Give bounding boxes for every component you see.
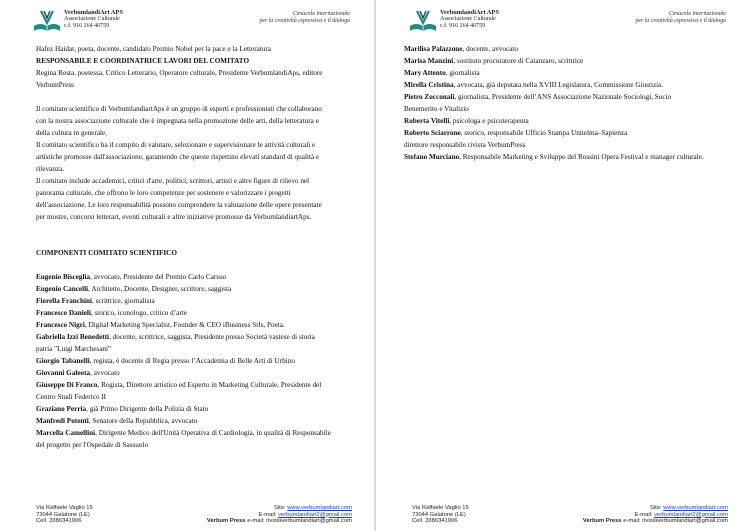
org-block [64, 9, 123, 30]
member-desc: , giornalista, Presidente dell’ANS Associazione Nazionale Sociologi, Socio [454, 93, 672, 101]
cenacolo-line1: Cenacolo internazionale [668, 11, 726, 17]
member-desc: , docente, avvocato [462, 45, 518, 53]
org-type: Associazione Culturale [64, 16, 120, 22]
member-name: Roberta Vitelli [404, 117, 450, 125]
member-name: Fiorella Franchini [36, 297, 92, 305]
member-desc: Benemerito e Vitalizio [404, 105, 469, 113]
section-title-responsabile: RESPONSABILE E COORDINATRICE LAVORI DEL COMITATO [36, 57, 250, 65]
resp-line: Regina Resta, poetessa, Critico Letterario, Operatore culturale, Presidente VerbumlandiAps, editore [36, 69, 323, 77]
phone-line: Cell. 3386341006 [36, 518, 82, 524]
member-line [36, 319, 354, 331]
member-line [404, 91, 730, 103]
cenacolo-line2: per la creatività espressiva e il dialogo [635, 18, 726, 24]
org-cf: c.f. 910 264 40759 [440, 23, 486, 29]
member-desc: , sostituto procuratore di Catanzaro, scrittrice [453, 57, 584, 65]
member-name: Gabriella Izzi Benedetti [36, 333, 110, 341]
member-line [36, 343, 354, 355]
member-desc: , avvocato [90, 369, 120, 377]
member-name: Francesco Danieli [36, 309, 91, 317]
member-line [404, 55, 730, 67]
member-desc: , storico, responsabile Ufficio Stampa Unitelma–Sapienza [460, 129, 628, 137]
member-desc: , scrittrice, giornalista [91, 297, 155, 305]
member-line [404, 139, 730, 151]
para-line: Il comitato scientifico ha il compito di valutare, selezionare e supervisionare le attività culturali e [36, 141, 316, 149]
para-line: con la nostra associazione culturale che è impegnata nella promozione delle arti, della letteratura e [36, 117, 319, 125]
site-label: Sito: [274, 505, 288, 511]
org-cf: c.f. 910 264 40759 [64, 23, 110, 29]
para-line: panorama culturale, che offrono le loro competenze per sostenere e valorizzare i progetti [36, 189, 291, 197]
member-name: Eugenio Cancelli [36, 285, 89, 293]
email-label: E-mail: [634, 511, 655, 518]
member-line [36, 355, 354, 367]
para-line: Il comitato include accademici, critici d'arte, politici, scrittori, artisti e altre figure di rilievo nel [36, 177, 310, 185]
member-list-left [36, 271, 354, 451]
member-name: Mary Attento [404, 69, 446, 77]
member-desc: , Regista, Direttore artistico ed Esperto in Marketing Culturale, Presidente del [97, 381, 322, 389]
site-link[interactable]: www.verbumlandiart.com [287, 505, 352, 511]
org-name: VerbumlandiArt APS [440, 9, 499, 16]
address-line: 73044 Galatone (LE) [412, 511, 466, 518]
cenacolo-tagline [576, 11, 726, 25]
resp-line: VerbumPress [36, 81, 74, 89]
member-list-right [404, 43, 730, 163]
member-line [404, 103, 730, 115]
para-line: rilevanza. [36, 165, 65, 173]
para-line: per mostre, concorsi letterari, eventi culturali e altre iniziative promosse da VerbumlandiartAps. [36, 213, 312, 221]
email-label: E-mail: [258, 511, 279, 518]
para-line: artistiche promosse dall'associazione, garantendo che queste rispettino elevati standard di qualità e [36, 153, 320, 161]
member-desc: , docente, scrittrice, saggista, Presidente presso Società vastese di storia [109, 333, 315, 341]
press-line [583, 518, 728, 525]
member-desc: , Responsabile Marketing e Sviluppo del Rossini Opera Festival e manager culturale. [459, 153, 704, 161]
member-line [36, 403, 354, 415]
member-name: Giuseppe Di Franco [36, 381, 98, 389]
member-name: Pietro Zocconali [404, 93, 455, 101]
member-name: Mirella Cristina [404, 81, 454, 89]
member-desc: , Dirigente Medico dell'Unità Operativa di Cardiologia, in qualità di Responsabile [95, 429, 331, 437]
member-line [36, 307, 354, 319]
member-desc: , Digital Marketing Specialist, Founder & CEO iBusiness Srls, Poeta. [84, 321, 285, 329]
member-name: Giorgio Tabanelli [36, 357, 90, 365]
page-right [376, 0, 750, 531]
site-label: Sito: [650, 505, 664, 511]
left-body [36, 43, 354, 451]
para-line: dell'associazione. Le loro responsabilità possono comprendere la valutazione delle opere presentate [36, 201, 322, 209]
member-line [36, 367, 354, 379]
press-label: Verbum Press [206, 518, 246, 524]
member-line [36, 379, 354, 391]
press-email-label: e-mail: [621, 518, 643, 524]
cenacolo-tagline [200, 11, 350, 25]
member-name: Marcella Camellini [36, 429, 96, 437]
member-name: Eugenio Bisceglia [36, 273, 91, 281]
haidar-line: Hafez Haidar, poeta, docente, candidato Premio Nobel per la pace e la Letteratura [36, 45, 271, 53]
member-desc: , avvocata, già deputata nella XVIII Legislatura, Commissione Giustizia. [453, 81, 664, 89]
member-desc: direttore responsabile rivista VerbumPress [404, 141, 526, 149]
member-name: Graziano Perria [36, 405, 87, 413]
address-line: Via Raffaele Vaglio 15 [412, 505, 469, 511]
member-desc: , regista, è docente di Regia presso l’Accademia di Belle Arti di Urbino [89, 357, 295, 365]
press-label: Verbum Press [582, 518, 622, 524]
page-header [0, 8, 374, 38]
member-name: Francesco Nigri [36, 321, 85, 329]
member-desc: , storico, iconologo, critico d’arte [90, 309, 187, 317]
email-link[interactable]: verbumlandiart2@gmail.com [654, 511, 728, 518]
member-line [404, 151, 730, 163]
footer-contact [207, 505, 352, 525]
press-line [207, 518, 352, 525]
right-body [404, 43, 730, 163]
member-desc: patria "Luigi Marchesani" [36, 345, 111, 353]
cenacolo-line2: per la creatività espressiva e il dialogo [259, 18, 350, 24]
member-line [36, 427, 354, 439]
member-name: Manfredi Potenti [36, 417, 89, 425]
member-desc: , avvocato, Presidente del Premio Carlo Caruso [90, 273, 227, 281]
press-email[interactable]: rivistaverbumlandiart@gmail.com [642, 518, 728, 524]
member-name: Roberto Sciarrone [404, 129, 461, 137]
book-logo-icon [32, 9, 62, 35]
member-name: Giovanni Galeota [36, 369, 91, 377]
member-line [404, 67, 730, 79]
member-name: Marilisa Palazzone [404, 45, 463, 53]
member-desc: Centro Studi Federico II [36, 393, 107, 401]
member-line [404, 79, 730, 91]
org-block [440, 9, 499, 30]
page-left [0, 0, 374, 531]
address-line: Via Raffaele Vaglio 15 [36, 505, 93, 511]
section-title-componenti: COMPONENTI COMITATO SCIENTIFICO [36, 249, 177, 257]
member-name: Stefano Murciano [404, 153, 460, 161]
member-line [36, 283, 354, 295]
site-link[interactable]: www.verbumlandiart.com [663, 505, 728, 511]
member-line [404, 127, 730, 139]
member-desc: , psicologa e psicoterapeuta [449, 117, 529, 125]
para-line: Il comitato scientifico di VerbumlandiartAps è un gruppo di esperti e professionisti che collaborano [36, 105, 322, 113]
press-email-label: e-mail: [245, 518, 267, 524]
footer-contact [583, 505, 728, 525]
member-line [36, 295, 354, 307]
footer-address [36, 505, 93, 525]
para-line: della cultura in generale. [36, 129, 108, 137]
member-name: Marisa Manzini [404, 57, 454, 65]
footer-address [412, 505, 469, 525]
member-line [36, 415, 354, 427]
member-line [404, 115, 730, 127]
page-header [376, 8, 750, 38]
member-desc: , Senatore della Repubblica, avvocato [88, 417, 198, 425]
member-desc: , giornalista [445, 69, 480, 77]
member-desc: , già Primo Dirigente della Polizia di Stato [86, 405, 209, 413]
cenacolo-line1: Cenacolo internazionale [292, 11, 350, 17]
member-desc: , Architetto, Docente, Designer, scrittore, saggista [88, 285, 232, 293]
page-footer [0, 501, 374, 531]
member-line [36, 271, 354, 283]
member-line [36, 391, 354, 403]
phone-line: Cell. 3386341006 [412, 518, 458, 524]
member-desc: del progetto per l'Ospedale di Sassuolo [36, 441, 149, 449]
address-line: 73044 Galatone (LE) [36, 511, 90, 518]
member-line [404, 43, 730, 55]
member-line [36, 331, 354, 343]
press-email[interactable]: rivistaverbumlandiart@gmail.com [266, 518, 352, 524]
org-type: Associazione Culturale [440, 16, 496, 22]
page-footer [376, 501, 750, 531]
book-logo-icon [408, 9, 438, 35]
org-name: VerbumlandiArt APS [64, 9, 123, 16]
email-link[interactable]: verbumlandiart2@gmail.com [278, 511, 352, 518]
member-line [36, 439, 354, 451]
